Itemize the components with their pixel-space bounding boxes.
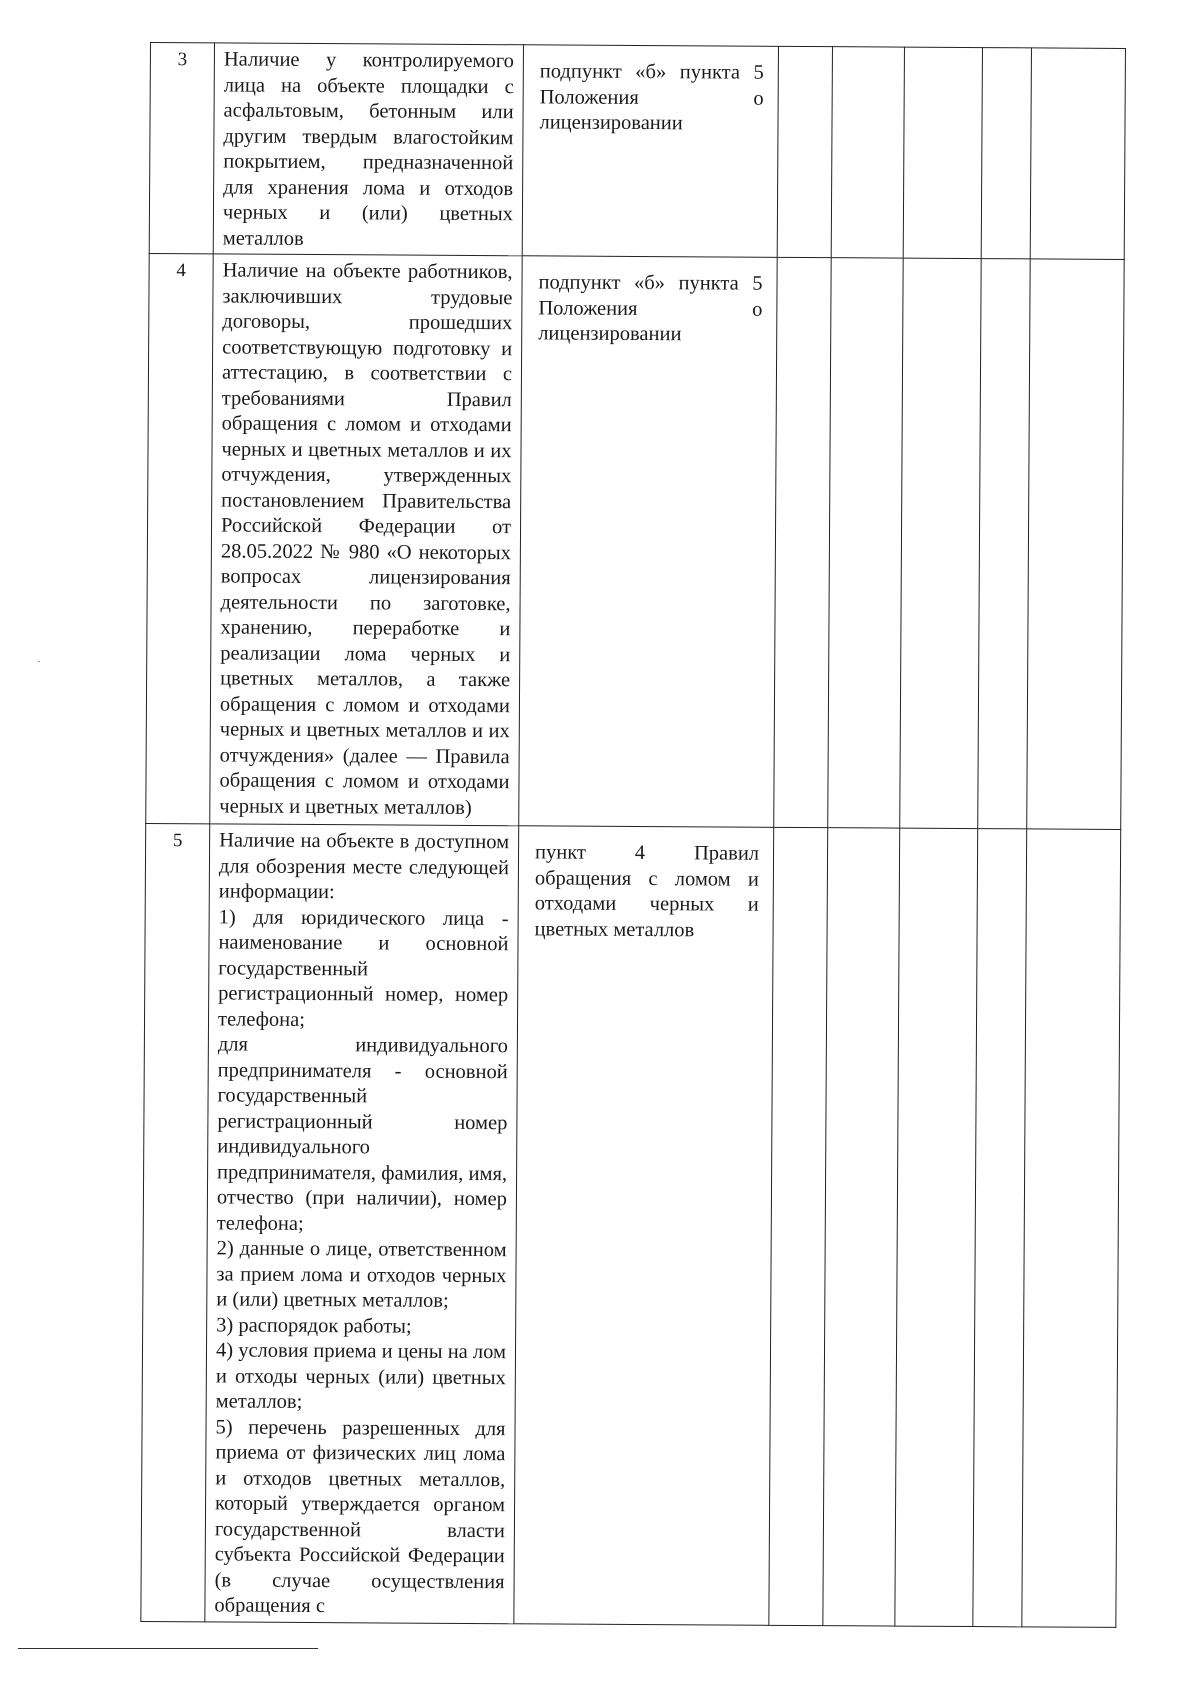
empty-cell (1022, 829, 1121, 1627)
scan-speck (38, 661, 40, 662)
empty-cell (1030, 48, 1125, 260)
reference-cell (514, 826, 774, 1625)
requirement-text: Наличие у контролируемого лица на объекте площадки с асфальтовым, бетонным или другим твердым влагостойким покрытием, предназначенной для хранения лома и отходов черных и (или) цветных металлов (222, 48, 514, 250)
empty-cell (978, 259, 1030, 829)
empty-cell (828, 258, 903, 828)
reference-text: пункт 4 Правил обращения с ломом и отходами черных и цветных металлов (534, 841, 760, 941)
empty-cell (823, 828, 900, 1626)
empty-cell (903, 47, 982, 258)
footnote-separator (18, 1648, 318, 1649)
requirement-text: Наличие на объекте в доступном для обозрения месте следующей информации: 1) для юридического лица - наименование и основной государственный регистрационный номер, номер телефона; для индивидуального предпринимателя - основной государственный регистрационный номер индивидуального предпринимателя, фамилия, имя, отчество (при наличии), номер телефона; 2) данные о лице, ответственном за прием лома и отходов черных и (или) цветных металлов; 3) распорядок работы; 4) условия приема и цены на лом и отходы черных (или) цветных металлов; 5) перечень разрешенных для приема от физических лиц лома и отходов цветных металлов, который утверждается органом государственной власти субъекта Российской Федерации (в случае осуществления обращения с (214, 829, 510, 1618)
empty-cell (981, 48, 1031, 259)
row-number: 3 (149, 43, 214, 254)
table-row (141, 823, 1121, 1626)
table-row (146, 253, 1124, 829)
requirement-text: Наличие на объекте работников, заключивших трудовые договоры, прошедших соответствующую подготовку и аттестацию, в соответствии с требованиями Правил обращения с ломом и отходами черных и цветных металлов и их отчуждения, утвержденных постановлением Правительства Российской Федерации от 28.05.2022 № 980 «О некоторых вопросах лицензирования деятельности по заготовке, хранению, переработке и реализации лома черных и цветных металлов, а также обращения с ломом и отходами черных и цветных металлов и их отчуждения» (далее — Правила обращения с ломом и отходами черных и цветных металлов) (219, 259, 513, 819)
reference-cell (519, 256, 777, 828)
requirement-cell (213, 43, 523, 256)
empty-cell (774, 257, 831, 827)
reference-cell (522, 45, 778, 258)
empty-cell (769, 827, 828, 1625)
checklist-table (140, 42, 1126, 1627)
empty-cell (895, 828, 978, 1626)
requirement-cell (205, 824, 519, 1623)
row-number: 5 (141, 823, 210, 1621)
empty-cell (900, 258, 981, 828)
reference-text: подпункт «б» пункта 5 Положения о лицензировании (538, 271, 763, 346)
requirement-cell (210, 254, 522, 826)
empty-cell (777, 46, 832, 257)
empty-cell (831, 47, 904, 258)
row-number: 4 (146, 253, 213, 823)
reference-text: подпункт «б» пункта 5 Положения о лицензировании (539, 60, 764, 135)
empty-cell (973, 829, 1027, 1627)
table-row (149, 43, 1125, 260)
empty-cell (1027, 259, 1124, 830)
